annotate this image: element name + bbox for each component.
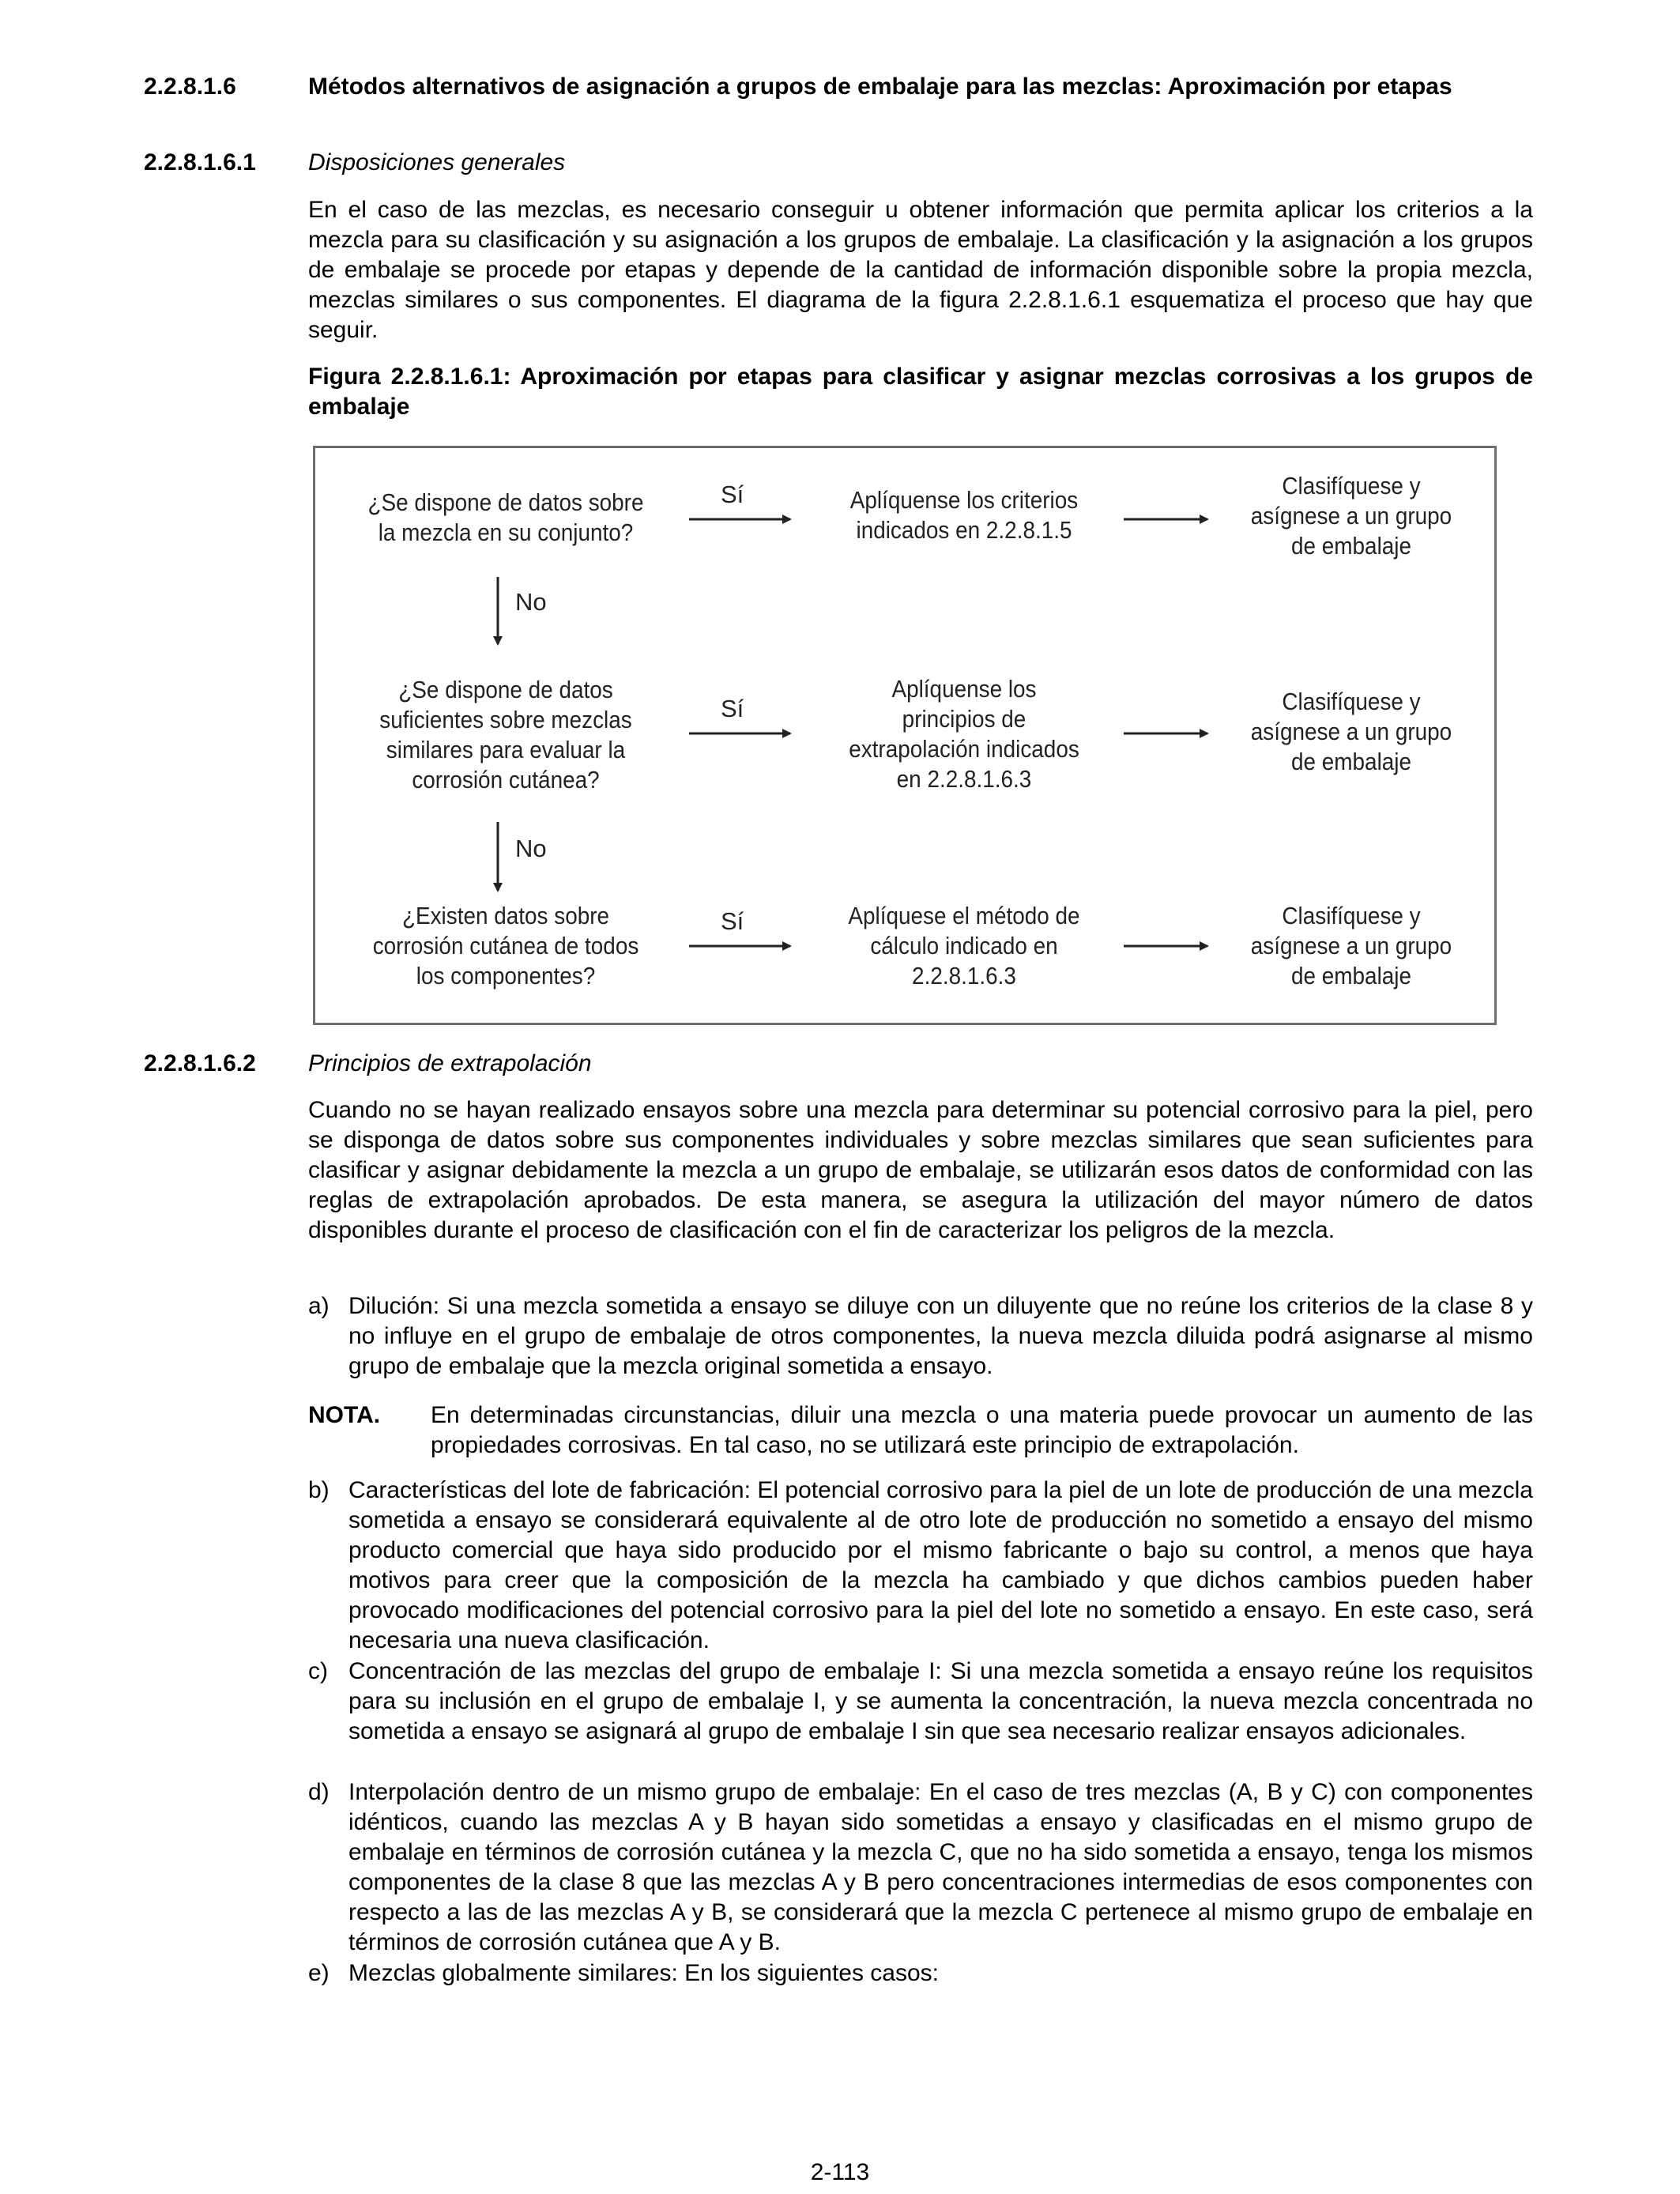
action-2: Aplíquense los principios de extrapolación indicados en 2.2.8.1.6.3	[849, 675, 1079, 793]
no-label-2: No	[515, 835, 547, 862]
no-label-1: No	[515, 588, 547, 616]
item-e-label: e)	[308, 1960, 330, 1986]
extrapolation-paragraph: Cuando no se hayan realizado ensayos sobre una mezcla para determinar su potencial corrosivo para la piel, pero se disponga de datos sobre sus componentes individuales y sobre mezclas similares que sean suficientes para clasificar y asignar debidamente la mezcla a un grupo de embalaje, se utilizarán esos datos de conformidad con las reglas de extrapolación aprobados. De esta manera, se asegura la utilización del mayor número de datos disponibles durante el proceso de clasificación con el fin de caracterizar los peligros de la mezcla.	[308, 1097, 1533, 1243]
note-label: NOTA.	[308, 1402, 381, 1428]
item-b-label: b)	[308, 1477, 330, 1503]
section-title: Métodos alternativos de asignación a grupos de embalaje para las mezclas: Aproximación por etapas	[308, 74, 1452, 100]
item-c-label: c)	[308, 1658, 328, 1684]
result-2: Clasifíquese y asígnese a un grupo de embalaje	[1250, 688, 1452, 775]
subsection-title: Principios de extrapolación	[308, 1050, 592, 1076]
subsection-number: 2.2.8.1.6.2	[144, 1050, 256, 1076]
subsection-title: Disposiciones generales	[308, 149, 566, 175]
item-d-label: d)	[308, 1779, 330, 1805]
action-3: Aplíquese el método de cálculo indicado en 2.2.8.1.6.3	[848, 902, 1080, 990]
item-b-text: Características del lote de fabricación: El potencial corrosivo para la piel de un lote de producción de una mezcla sometida a ensayo se considerará equivalente al de otro lote de producción no sometido a ensayo del mismo producto comercial que haya sido producido por el mismo fabricante o bajo su control, a menos que haya motivos para creer que la composición de la mezcla ha cambiado y que dichos cambios pueden haber provocado modificaciones del potencial corrosivo para la piel del lote no sometido a ensayo. En este caso, será necesaria una nueva clasificación.	[348, 1477, 1533, 1653]
subsection-number: 2.2.8.1.6.1	[144, 149, 256, 175]
question-3: ¿Existen datos sobre corrosión cutánea de todos los componentes?	[372, 902, 639, 990]
item-a-text: Dilución: Si una mezcla sometida a ensayo se diluye con un diluyente que no reúne los criterios de la clase 8 y no influye en el grupo de embalaje de otros componentes, la nueva mezcla diluida podrá asignarse al mismo grupo de embalaje que la mezcla original sometida a ensayo.	[348, 1293, 1533, 1379]
item-e-text: Mezclas globalmente similares: En los siguientes casos:	[348, 1960, 939, 1986]
action-1: Aplíquense los criterios indicados en 2.2.8.1.5	[849, 486, 1079, 544]
item-a-label: a)	[308, 1293, 330, 1319]
item-c-text: Concentración de las mezclas del grupo de embalaje I: Si una mezcla sometida a ensayo reúne los requisitos para su inclusión en el grupo de embalaje I, y se aumenta la concentración, la nueva mezcla concentrada no sometida a ensayo se asignará al grupo de embalaje I sin que sea necesario realizar ensayos adicionales.	[348, 1658, 1533, 1744]
question-1: ¿Se dispone de datos sobre la mezcla en su conjunto?	[367, 488, 644, 546]
item-d-text: Interpolación dentro de un mismo grupo de embalaje: En el caso de tres mezclas (A, B y C) con componentes idénticos, cuando las mezclas A y B hayan sido sometidas a ensayo y clasificadas en el mismo grupo de embalaje en términos de corrosión cutánea y la mezcla C, que no ha sido sometida a ensayo, tenga los mismos componentes de la clase 8 que las mezclas A y B pero concentraciones intermedias de esos componentes con respecto a las de las mezclas A y B, se considerará que la mezcla C pertenece al mismo grupo de embalaje en términos de corrosión cutánea que A y B.	[348, 1779, 1533, 1955]
result-1: Clasifíquese y asígnese a un grupo de embalaje	[1250, 472, 1452, 560]
yes-label-2: Sí	[721, 695, 744, 722]
section-number: 2.2.8.1.6	[144, 74, 236, 100]
yes-label-1: Sí	[721, 481, 744, 508]
general-provisions-paragraph: En el caso de las mezclas, es necesario conseguir u obtener información que permita aplicar los criterios a la mezcla para su clasificación y su asignación a los grupos de embalaje. La clasificación y la asignación a los grupos de embalaje se procede por etapas y depende de la cantidad de información disponible sobre la propia mezcla, mezclas similares o sus componentes. El diagrama de la figura 2.2.8.1.6.1 esquematiza el proceso que hay que seguir.	[308, 197, 1533, 343]
question-2: ¿Se dispone de datos suficientes sobre mezclas similares para evaluar la corrosión cutánea?	[379, 676, 632, 794]
yes-label-3: Sí	[721, 907, 744, 935]
result-3: Clasifíquese y asígnese a un grupo de embalaje	[1250, 902, 1452, 990]
note-text: En determinadas circunstancias, diluir una mezcla o una materia puede provocar un aumento de las propiedades corrosivas. En tal caso, no se utilizará este principio de extrapolación.	[431, 1402, 1533, 1458]
page-number: 2-113	[810, 2159, 870, 2185]
figure-caption: Figura 2.2.8.1.6.1: Aproximación por etapas para clasificar y asignar mezclas corrosivas a los grupos de embalaje	[308, 364, 1533, 420]
